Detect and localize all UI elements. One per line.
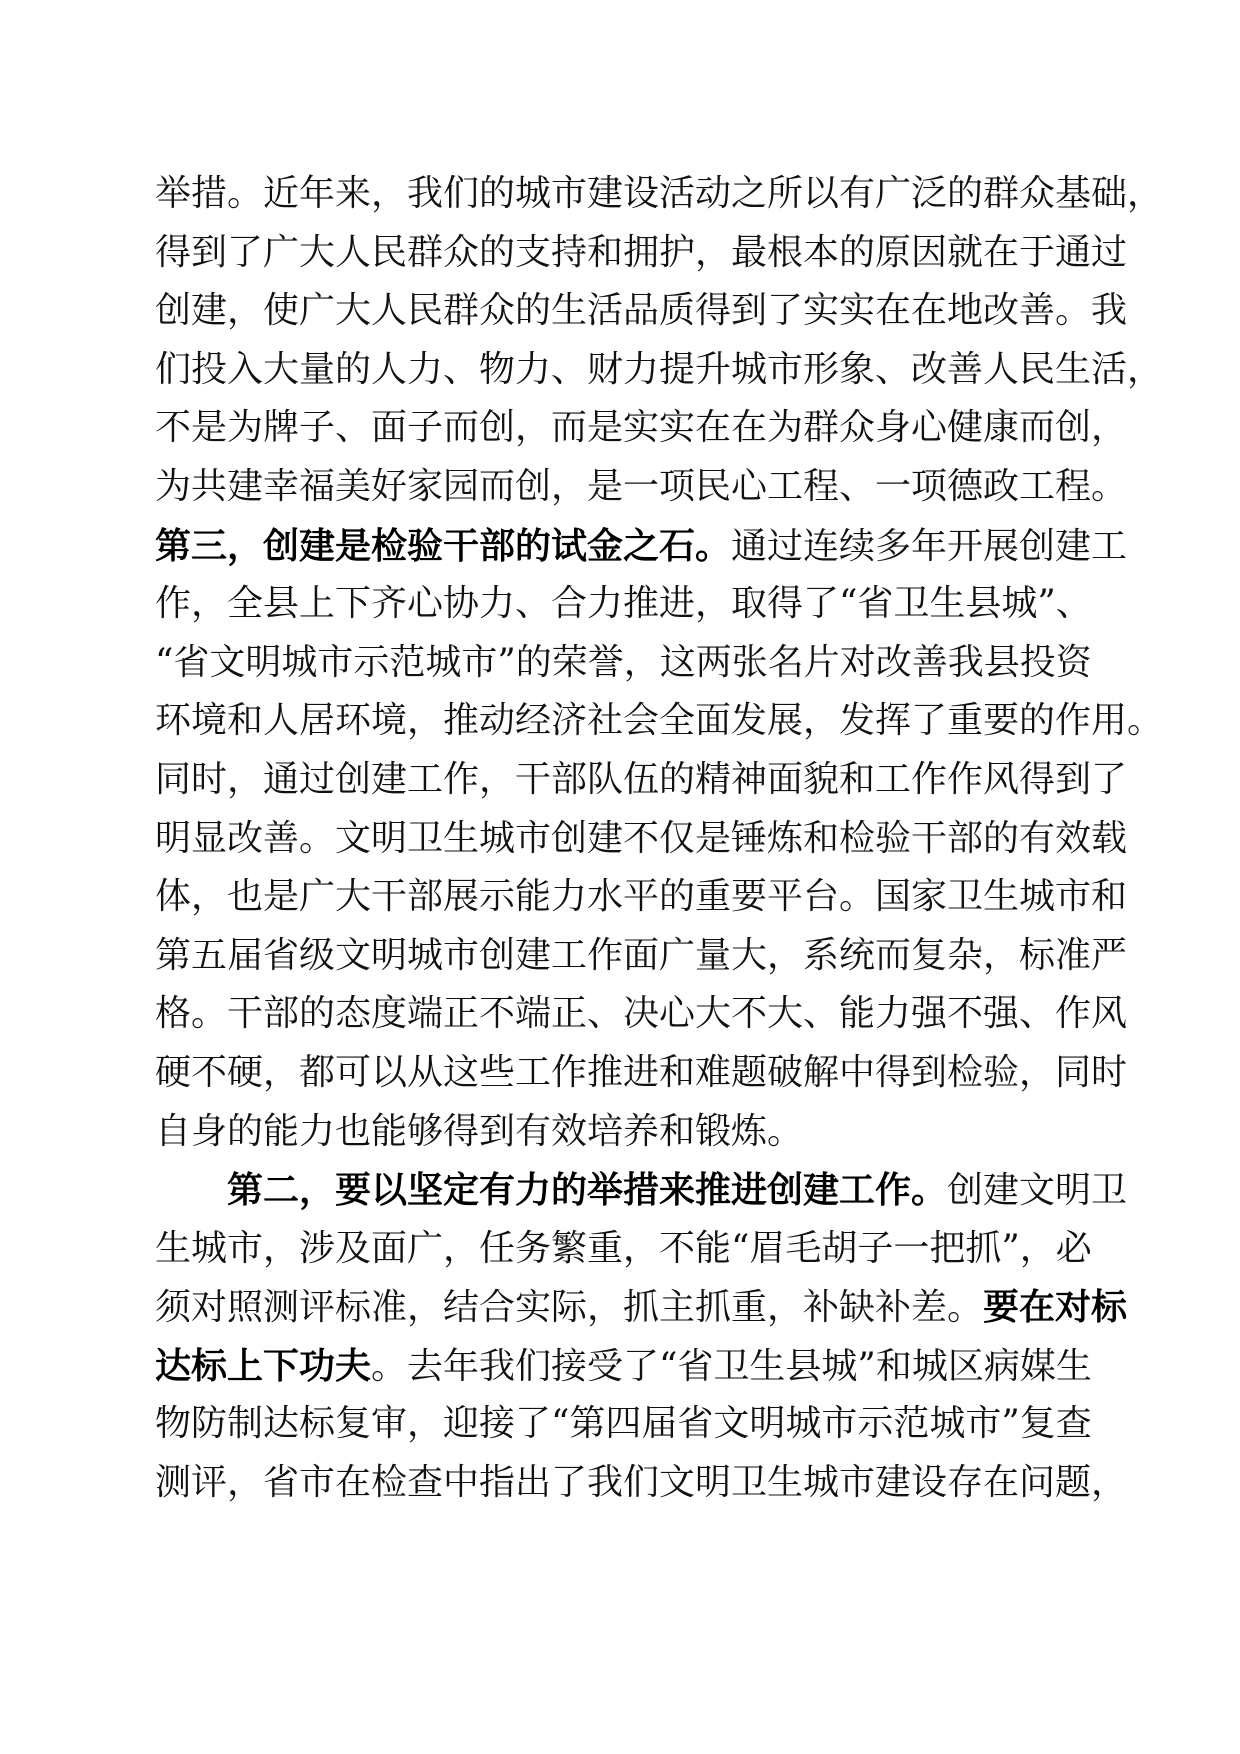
text-line: 创建，使广大人民群众的生活品质得到了实实在在地改善。我 [155, 290, 1128, 332]
text-line: 物防制达标复审，迎接了“第四届省文明城市示范城市”复查 [155, 1403, 1092, 1445]
text-line: 们投入大量的人力、物力、财力提升城市形象、改善人民生活， [155, 348, 1164, 390]
text-run: 创建文明卫 [947, 1170, 1128, 1212]
text-line: 硬不硬，都可以从这些工作推进和难题破解中得到检验，同时 [155, 1051, 1128, 1093]
bold-heading: 达标上下功夫 [155, 1344, 372, 1387]
text-run: 通过连续多年开展创建工 [731, 525, 1128, 567]
text-run: 须对照测评标准，结合实际，抓主抓重，补缺补差。 [155, 1287, 984, 1329]
text-line: 作，全县上下齐心协力、合力推进，取得了“省卫生县城”、 [155, 583, 1092, 625]
text-line: 举措。近年来，我们的城市建设活动之所以有广泛的群众基础， [155, 173, 1164, 214]
text-line: 不是为牌子、面子而创，而是实实在在为群众身心健康而创， [155, 407, 1128, 449]
text-line [155, 1161, 1128, 1220]
text-line: 同时，通过创建工作，干部队伍的精神面貌和工作作风得到了 [155, 758, 1128, 800]
text-line: 第五届省级文明城市创建工作面广量大，系统而复杂，标准严 [155, 934, 1128, 976]
bold-heading: 要在对标 [983, 1286, 1128, 1329]
text-line [155, 1278, 1128, 1337]
text-line: 环境和人居环境，推动经济社会全面发展，发挥了重要的作用。 [155, 700, 1164, 742]
text-run: 。去年我们接受了“省卫生县城”和城区病媒生 [371, 1345, 1092, 1387]
text-line [155, 1337, 1092, 1396]
text-line: 明显改善。文明卫生城市创建不仅是锤炼和检验干部的有效载 [155, 817, 1128, 859]
bold-heading: 第二，要以坚定有力的举措来推进创建工作。 [227, 1169, 948, 1212]
text-line: “省文明城市示范城市”的荣誉，这两张名片对改善我县投资 [155, 641, 1092, 683]
text-line: 体，也是广大干部展示能力水平的重要平台。国家卫生城市和 [155, 876, 1128, 918]
text-line [155, 517, 1128, 576]
text-line: 自身的能力也能够得到有效培养和锻炼。 [155, 1110, 804, 1152]
bold-heading: 第三，创建是检验干部的试金之石。 [155, 524, 732, 567]
text-line: 格。干部的态度端正不端正、决心大不大、能力强不强、作风 [155, 993, 1128, 1035]
text-line: 为共建幸福美好家园而创，是一项民心工程、一项德政工程。 [155, 465, 1128, 507]
text-line: 得到了广大人民群众的支持和拥护，最根本的原因就在于通过 [155, 231, 1128, 273]
text-line: 生城市，涉及面广，任务繁重，不能“眉毛胡子一把抓”，必 [155, 1227, 1092, 1269]
body-text [155, 165, 1164, 1513]
text-line: 测评，省市在检查中指出了我们文明卫生城市建设存在问题， [155, 1462, 1128, 1504]
